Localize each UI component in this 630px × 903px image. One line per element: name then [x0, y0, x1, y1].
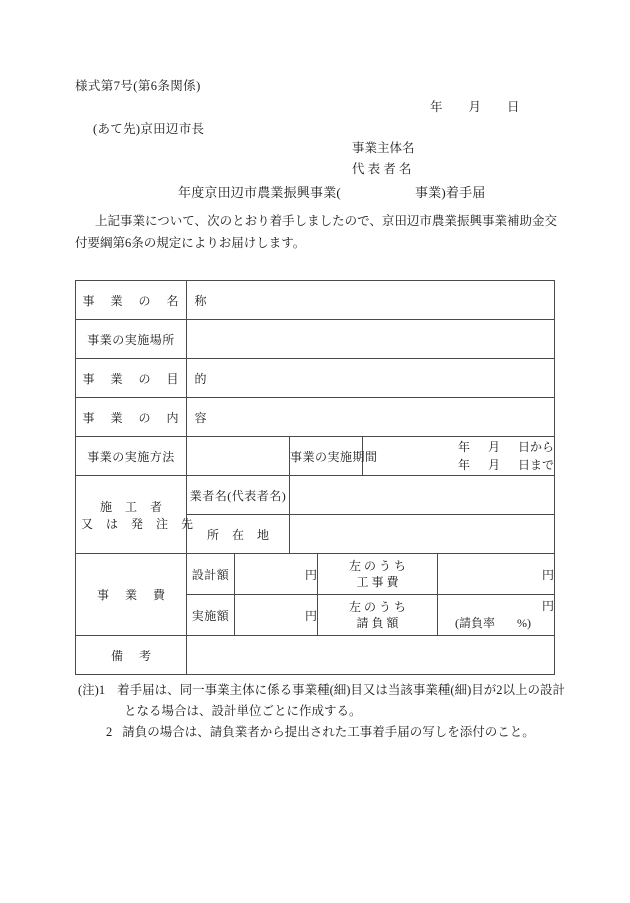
value-project-location[interactable] — [187, 320, 555, 359]
construction-cost-unit: 円 — [542, 567, 555, 582]
value-contractor-name[interactable] — [290, 476, 555, 515]
table-row — [76, 320, 555, 359]
date-line — [430, 97, 520, 115]
label-project-location: 事業の実施場所 — [76, 320, 187, 359]
table-row — [76, 476, 555, 515]
label-design-amount: 設計額 — [187, 554, 235, 595]
value-project-method[interactable] — [187, 437, 290, 476]
document-title — [178, 182, 485, 201]
entity-block — [352, 138, 415, 180]
value-contractor-address[interactable] — [290, 515, 555, 554]
label-remarks: 備 考 — [76, 636, 187, 675]
period-to: 年 月 日まで — [458, 458, 555, 472]
value-executed-amount[interactable] — [235, 595, 318, 636]
form-code: 様式第7号(第6条関係) — [75, 79, 201, 93]
entity-name-label: 事業主体名 — [352, 141, 415, 155]
label-construction-cost — [318, 554, 438, 595]
label-contract-amount-line1: 左 の う ち — [348, 600, 406, 614]
footnote-1-line2: となる場合は、設計単位ごとに作成する。 — [124, 704, 362, 718]
footnote-1-marker: (注)1 — [78, 683, 106, 697]
label-project-purpose: 事 業 の 目 的 — [76, 359, 187, 398]
body-paragraph — [75, 210, 557, 254]
value-project-purpose[interactable] — [187, 359, 555, 398]
label-construction-cost-line2: 工 事 費 — [356, 575, 399, 589]
value-project-content[interactable] — [187, 398, 555, 437]
representative-label: 代 表 者 名 — [352, 162, 412, 176]
value-contract-amount[interactable] — [438, 595, 555, 636]
value-project-name[interactable] — [187, 281, 555, 320]
date-year: 年 — [430, 100, 443, 114]
date-month: 月 — [468, 100, 482, 114]
table-row — [76, 554, 555, 595]
label-executed-amount: 実施額 — [187, 595, 235, 636]
label-period: 事業の実施期間 — [290, 437, 363, 476]
label-contractor-address: 所 在 地 — [187, 515, 290, 554]
application-table — [75, 280, 555, 675]
label-project-content: 事 業 の 内 容 — [76, 398, 187, 437]
contract-amount-unit: 円 — [542, 599, 555, 613]
label-contractor-name: 業者名(代表者名) — [187, 476, 290, 515]
label-project-method: 事業の実施方法 — [76, 437, 187, 476]
label-contract-amount-line2: 請 負 額 — [356, 616, 399, 630]
label-project-name: 事 業 の 名 称 — [76, 281, 187, 320]
footnote-item-1 — [78, 680, 578, 701]
design-amount-unit: 円 — [304, 567, 317, 582]
date-day: 日 — [507, 100, 520, 114]
footnote-2-marker: 2 — [106, 725, 113, 739]
label-cost: 事 業 費 — [76, 554, 187, 636]
table-row — [76, 437, 555, 476]
footnotes — [78, 680, 578, 743]
addressee: (あて先)京田辺市長 — [93, 122, 205, 136]
value-period[interactable] — [363, 437, 555, 476]
contract-rate: (請負率 %) — [455, 616, 532, 630]
value-construction-cost[interactable] — [438, 554, 555, 595]
executed-amount-unit: 円 — [304, 608, 317, 623]
table-row — [76, 281, 555, 320]
title-prefix: 年度京田辺市農業振興事業( — [178, 185, 341, 200]
title-suffix: 事業)着手届 — [414, 185, 486, 200]
value-remarks[interactable] — [187, 636, 555, 675]
label-contractor-line2: 又 は 発 注 先 — [81, 516, 199, 531]
label-contractor — [76, 476, 199, 554]
table-row — [76, 398, 555, 437]
table-row — [76, 359, 555, 398]
label-construction-cost-line1: 左 の う ち — [348, 559, 406, 573]
period-from: 年 月 日から — [458, 440, 555, 454]
table-row — [76, 636, 555, 675]
footnote-item-2 — [78, 722, 578, 743]
label-contract-amount — [318, 595, 438, 636]
value-design-amount[interactable] — [235, 554, 318, 595]
footnote-1-line1: 着手届は、同一事業主体に係る事業種(細)目又は当該事業種(細)目が2以上の設計 — [117, 683, 565, 697]
body-paragraph-text: 上記事業について、次のとおり着手しましたので、京田辺市農業振興事業補助金交付要綱第6条の規定によりお届けします。 — [75, 214, 557, 250]
footnote-2-text: 請負の場合は、請負業者から提出された工事着手届の写しを添付のこと。 — [122, 725, 535, 739]
label-contractor-line1: 施 工 者 — [99, 499, 167, 514]
